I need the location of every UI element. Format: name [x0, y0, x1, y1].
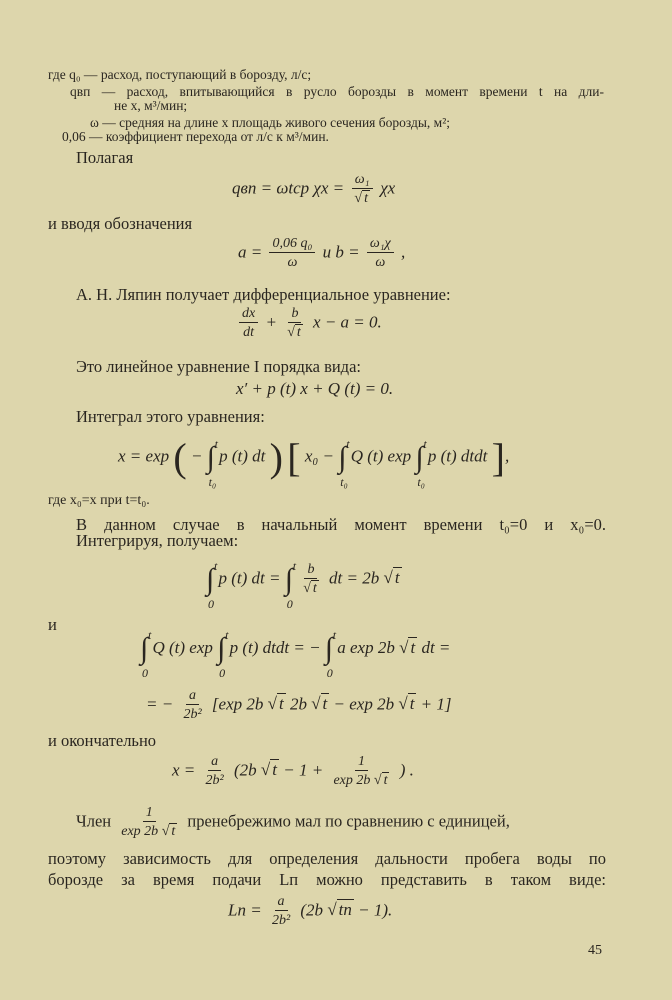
para-member: Член $\frac{1}{\exp 2b √ t}$ пренебрежимо мал по сравнению с единицей, [76, 805, 510, 839]
fraction: $\frac{\text{ω₁}}{√ t}$ [351, 172, 373, 207]
equation-a-b: a = $\frac{\text{0,06 q₀}}{\omega}$ и b = $\frac{\text{ω₁χ}}{\omega}$ , [238, 236, 406, 270]
equation-x-final: x = $\frac{a}{\text{2b²}}$ (2b √ t − 1 + $\frac{1}{\exp 2b √ t}$ ) . [172, 754, 414, 788]
fraction-member: $\frac{1}{\exp 2b √ t}$ [121, 805, 176, 839]
equation-linear: x′ + p (t) x + Q (t) = 0. [236, 379, 394, 398]
equation-integral-q: ∫ t 0 Q (t) exp ∫ t 0 p (t) dtdt = − ∫ t 0 a exp 2b √ t dt = [140, 628, 451, 680]
definition-qvp-cont: не x, м³/мин; [114, 98, 188, 113]
para-where: где x₀=x при t=t₀. [48, 493, 150, 508]
para-polagaya: Полагая [76, 148, 134, 167]
para-final: и окончательно [48, 731, 157, 750]
para-vvodya: и вводя обозначения [48, 214, 193, 233]
definition-coeff: 0,06 — коэффициент перехода от л/с к м³/мин. [62, 129, 329, 144]
equation-integral-p: ∫ t 0 p (t) dt = ∫ t 0 $\frac{b}{√ t}$ dt = 2b √ t [206, 558, 400, 611]
para-dependence-line2: борозде за время подачи Lп можно представить в таком виде: [48, 870, 606, 889]
definition-q0: где q₀ — расход, поступающий в борозду, л/с; [48, 67, 312, 82]
page-number: 45 [588, 943, 602, 958]
para-i: и [48, 615, 57, 634]
equation-general-solution: x = exp ( − ∫ t t₀ p (t) dt ) [ x₀ − ∫ t t₀ Q (t) exp ∫ t t₀ p (t) dtdt ], [118, 435, 510, 489]
para-lyapin: А. Н. Ляпин получает дифференциальное уравнение: [76, 285, 451, 304]
para-integral: Интеграл этого уравнения: [76, 407, 265, 426]
definition-qvp: qвп — расход, впитывающийся в русло борозды в момент времени t на дли- [70, 84, 605, 99]
para-linear: Это линейное уравнение I порядка вида: [76, 357, 361, 376]
equation-integral-result: = − $\frac{a}{\text{2b²}}$ [exp 2b √ t 2b √ t − exp 2b √ t + 1] [146, 688, 452, 722]
definition-omega: ω — средняя на длине x площадь живого сечения борозды, м²; [90, 115, 450, 130]
equation-L: Lп = $\frac{a}{\text{2b²}}$ (2b √ tп − 1). [228, 894, 393, 928]
para-case-line2: Интегрируя, получаем: [76, 531, 239, 550]
equation-differential: $\frac{dx}{dt}$ + $\frac{b}{√ t}$ x − a = 0. [236, 306, 382, 341]
para-dependence-line1: поэтому зависимость для определения дальности пробега воды по [48, 849, 606, 868]
para-case-line1: В данном случае в начальный момент времени t₀=0 и x₀=0. [76, 515, 606, 534]
equation-qvp: qвп = ωtср χx = $\frac{\text{ω₁}}{√ t}$ χx [232, 172, 396, 206]
